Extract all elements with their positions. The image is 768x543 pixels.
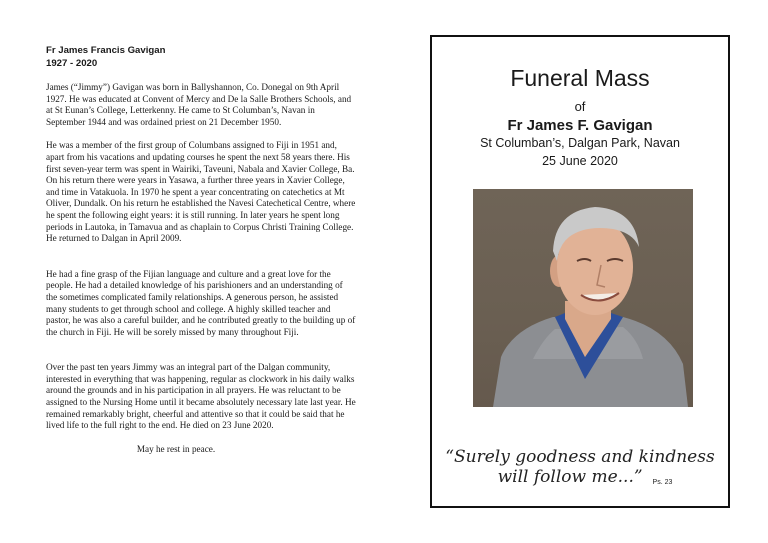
priest-portrait-photo: [473, 189, 693, 407]
quote-reference: Ps. 23: [652, 479, 673, 486]
obituary-name: Fr James Francis Gavigan: [46, 45, 166, 56]
funeral-mass-cover: [430, 35, 730, 508]
cover-location: St Columban’s, Dalgan Park, Navan: [480, 136, 680, 150]
quote-line-2: will follow me...”: [497, 467, 643, 487]
quote-line-1: “Surely goodness and kindness: [445, 447, 715, 467]
cover-priest-name: Fr James F. Gavigan: [507, 117, 653, 134]
obituary-paragraph-3: He had a fine grasp of the Fijian language and culture and a great love for the people. He had a detailed knowledge of his parishioners and an understanding of the sometimes complicated family relationships. A generous person, he assisted many students to get through school and college. A highly skilled teacher and pastor, he was also a careful builder, and he contributed greatly to the building up of the church in Fiji. He will be sorely missed by many throughout Fiji.: [46, 268, 356, 337]
obituary-paragraph-2: He was a member of the first group of Columbans assigned to Fiji in 1951 and, apart from his vacations and updating courses he spent the next 58 years there. His first seven-year term was spent in Wairiki, Taveuni, Nabala and Xavier College, Ba. On his return there were years in Yasawa, a further three years in Xavier College, and time in Vatakuola. In 1970 he spent a year concentrating on catechetics at Mt Oliver, Dundalk. On his return he established the Navesi Catechetical Centre, where he spent the following eight years: it is still running. In later years he spent long periods in Lautoka, in Tamavua and as chaplain to Corpus Christi Training College. He returned to Dalgan in April 2009.: [46, 140, 356, 244]
cover-of: of: [574, 99, 586, 114]
closing-line: May he rest in peace.: [136, 443, 216, 454]
obituary-paragraph-1: James (“Jimmy”) Gavigan was born in Ballyshannon, Co. Donegal on 9th April 1927. He was educated at Convent of Mercy and De la Salle Brothers Schools, and at St Eunan’s College, Letterkenny. He came to St Columban’s, Navan in September 1944 and was ordained priest on 21 December 1950.: [46, 82, 352, 127]
obituary-paragraph-4: Over the past ten years Jimmy was an integral part of the Dalgan community, interested in everything that was happening, regular as clockwork in his daily walks around the grounds and in his participation in all prayers. He was reluctant to be assigned to the Nursing Home until it became absolutely necessary late last year. He remained remarkably bright, cheerful and attentive so that it could be said that he lived life to the full right to the end. He died on 23 June 2020.: [46, 362, 356, 431]
obituary-years: 1927 - 2020: [46, 58, 98, 69]
cover-date: 25 June 2020: [542, 154, 618, 168]
psalm-quote: [432, 447, 728, 493]
cover-title: Funeral Mass: [510, 65, 650, 91]
obituary-page: [46, 44, 356, 455]
